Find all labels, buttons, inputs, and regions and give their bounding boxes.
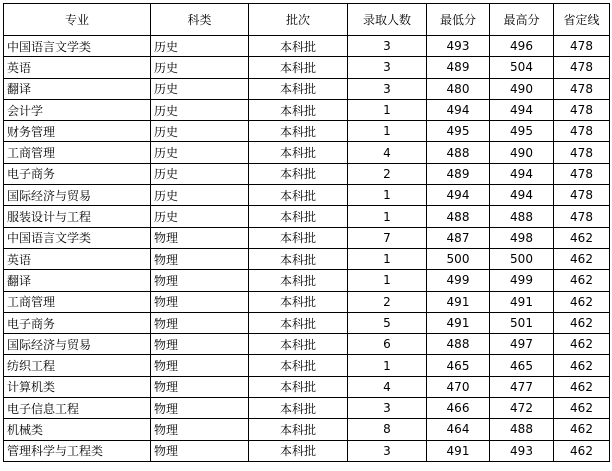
- cell-admitted-count: 1: [348, 270, 427, 291]
- cell-admitted-count: 1: [348, 185, 427, 206]
- cell-major: 工商管理: [4, 291, 151, 312]
- table-row: [4, 398, 610, 419]
- table-row: [4, 185, 610, 206]
- cell-major: 电子商务: [4, 312, 151, 333]
- header-provincial-line: 省定线: [554, 4, 610, 36]
- cell-subject: 历史: [151, 99, 249, 120]
- cell-min-score: 499: [427, 270, 490, 291]
- cell-provincial-line: 478: [554, 57, 610, 78]
- cell-min-score: 500: [427, 248, 490, 269]
- cell-min-score: 489: [427, 57, 490, 78]
- cell-max-score: 465: [490, 355, 554, 376]
- cell-max-score: 494: [490, 163, 554, 184]
- cell-provincial-line: 462: [554, 312, 610, 333]
- cell-batch: 本科批: [249, 227, 348, 248]
- cell-batch: 本科批: [249, 185, 348, 206]
- cell-admitted-count: 2: [348, 291, 427, 312]
- cell-subject: 物理: [151, 312, 249, 333]
- cell-provincial-line: 478: [554, 36, 610, 57]
- cell-min-score: 465: [427, 355, 490, 376]
- cell-major: 管理科学与工程类: [4, 440, 151, 461]
- cell-max-score: 491: [490, 291, 554, 312]
- cell-min-score: 464: [427, 419, 490, 440]
- cell-max-score: 504: [490, 57, 554, 78]
- cell-major: 英语: [4, 248, 151, 269]
- admissions-table: [3, 3, 610, 462]
- cell-major: 财务管理: [4, 121, 151, 142]
- table-header: [4, 4, 610, 36]
- cell-batch: 本科批: [249, 206, 348, 227]
- table-row: [4, 78, 610, 99]
- cell-max-score: 498: [490, 227, 554, 248]
- cell-major: 电子信息工程: [4, 398, 151, 419]
- cell-major: 电子商务: [4, 163, 151, 184]
- cell-provincial-line: 462: [554, 376, 610, 397]
- cell-min-score: 487: [427, 227, 490, 248]
- cell-subject: 物理: [151, 398, 249, 419]
- cell-major: 纺织工程: [4, 355, 151, 376]
- table-row: [4, 312, 610, 333]
- table-row: [4, 355, 610, 376]
- table-row: [4, 206, 610, 227]
- cell-max-score: 501: [490, 312, 554, 333]
- cell-batch: 本科批: [249, 99, 348, 120]
- cell-provincial-line: 478: [554, 78, 610, 99]
- cell-provincial-line: 462: [554, 355, 610, 376]
- header-admitted-count: 录取人数: [348, 4, 427, 36]
- cell-provincial-line: 462: [554, 334, 610, 355]
- cell-max-score: 494: [490, 99, 554, 120]
- cell-batch: 本科批: [249, 142, 348, 163]
- table-row: [4, 163, 610, 184]
- cell-admitted-count: 3: [348, 57, 427, 78]
- table-row: [4, 334, 610, 355]
- cell-subject: 物理: [151, 334, 249, 355]
- table-body: [4, 36, 610, 462]
- cell-subject: 历史: [151, 163, 249, 184]
- cell-admitted-count: 6: [348, 334, 427, 355]
- cell-provincial-line: 462: [554, 270, 610, 291]
- cell-provincial-line: 478: [554, 142, 610, 163]
- table-row: [4, 248, 610, 269]
- cell-max-score: 500: [490, 248, 554, 269]
- cell-max-score: 493: [490, 440, 554, 461]
- cell-batch: 本科批: [249, 376, 348, 397]
- cell-provincial-line: 462: [554, 248, 610, 269]
- cell-max-score: 472: [490, 398, 554, 419]
- table-row: [4, 142, 610, 163]
- cell-provincial-line: 462: [554, 291, 610, 312]
- cell-admitted-count: 3: [348, 440, 427, 461]
- table-row: [4, 291, 610, 312]
- table-row: [4, 121, 610, 142]
- cell-min-score: 488: [427, 206, 490, 227]
- cell-min-score: 489: [427, 163, 490, 184]
- cell-batch: 本科批: [249, 355, 348, 376]
- cell-major: 服装设计与工程: [4, 206, 151, 227]
- cell-admitted-count: 1: [348, 99, 427, 120]
- cell-provincial-line: 478: [554, 206, 610, 227]
- cell-major: 中国语言文学类: [4, 36, 151, 57]
- cell-max-score: 497: [490, 334, 554, 355]
- cell-max-score: 494: [490, 185, 554, 206]
- cell-provincial-line: 478: [554, 163, 610, 184]
- cell-major: 国际经济与贸易: [4, 334, 151, 355]
- cell-admitted-count: 3: [348, 78, 427, 99]
- cell-subject: 历史: [151, 78, 249, 99]
- cell-max-score: 495: [490, 121, 554, 142]
- cell-subject: 历史: [151, 142, 249, 163]
- cell-major: 会计学: [4, 99, 151, 120]
- cell-subject: 历史: [151, 206, 249, 227]
- cell-major: 工商管理: [4, 142, 151, 163]
- cell-batch: 本科批: [249, 121, 348, 142]
- table-row: [4, 376, 610, 397]
- header-batch: 批次: [249, 4, 348, 36]
- cell-admitted-count: 1: [348, 206, 427, 227]
- cell-major: 翻译: [4, 270, 151, 291]
- cell-subject: 物理: [151, 376, 249, 397]
- cell-max-score: 477: [490, 376, 554, 397]
- cell-batch: 本科批: [249, 398, 348, 419]
- cell-batch: 本科批: [249, 57, 348, 78]
- cell-admitted-count: 1: [348, 355, 427, 376]
- cell-min-score: 494: [427, 185, 490, 206]
- cell-provincial-line: 478: [554, 99, 610, 120]
- cell-min-score: 480: [427, 78, 490, 99]
- table-row: [4, 99, 610, 120]
- cell-subject: 物理: [151, 291, 249, 312]
- cell-subject: 物理: [151, 355, 249, 376]
- cell-admitted-count: 1: [348, 121, 427, 142]
- header-row: [4, 4, 610, 36]
- table-row: [4, 440, 610, 461]
- cell-max-score: 490: [490, 78, 554, 99]
- cell-provincial-line: 462: [554, 398, 610, 419]
- cell-min-score: 491: [427, 291, 490, 312]
- cell-batch: 本科批: [249, 248, 348, 269]
- cell-admitted-count: 5: [348, 312, 427, 333]
- cell-admitted-count: 4: [348, 142, 427, 163]
- cell-subject: 物理: [151, 248, 249, 269]
- cell-major: 中国语言文学类: [4, 227, 151, 248]
- cell-min-score: 491: [427, 440, 490, 461]
- header-max-score: 最高分: [490, 4, 554, 36]
- cell-admitted-count: 4: [348, 376, 427, 397]
- cell-batch: 本科批: [249, 334, 348, 355]
- cell-min-score: 470: [427, 376, 490, 397]
- cell-min-score: 494: [427, 99, 490, 120]
- cell-admitted-count: 8: [348, 419, 427, 440]
- cell-min-score: 495: [427, 121, 490, 142]
- cell-provincial-line: 462: [554, 419, 610, 440]
- table-row: [4, 419, 610, 440]
- cell-batch: 本科批: [249, 36, 348, 57]
- table-row: [4, 227, 610, 248]
- header-major: 专业: [4, 4, 151, 36]
- cell-subject: 历史: [151, 185, 249, 206]
- cell-admitted-count: 3: [348, 36, 427, 57]
- table-row: [4, 57, 610, 78]
- cell-batch: 本科批: [249, 312, 348, 333]
- cell-provincial-line: 462: [554, 227, 610, 248]
- cell-min-score: 493: [427, 36, 490, 57]
- cell-major: 计算机类: [4, 376, 151, 397]
- cell-subject: 物理: [151, 227, 249, 248]
- cell-subject: 物理: [151, 440, 249, 461]
- header-subject: 科类: [151, 4, 249, 36]
- cell-max-score: 488: [490, 206, 554, 227]
- cell-max-score: 488: [490, 419, 554, 440]
- cell-provincial-line: 478: [554, 185, 610, 206]
- cell-major: 机械类: [4, 419, 151, 440]
- cell-batch: 本科批: [249, 163, 348, 184]
- cell-subject: 物理: [151, 270, 249, 291]
- cell-min-score: 488: [427, 142, 490, 163]
- cell-batch: 本科批: [249, 440, 348, 461]
- cell-batch: 本科批: [249, 291, 348, 312]
- cell-provincial-line: 478: [554, 121, 610, 142]
- cell-max-score: 499: [490, 270, 554, 291]
- cell-subject: 历史: [151, 57, 249, 78]
- cell-admitted-count: 7: [348, 227, 427, 248]
- cell-max-score: 496: [490, 36, 554, 57]
- cell-batch: 本科批: [249, 78, 348, 99]
- cell-subject: 历史: [151, 36, 249, 57]
- cell-subject: 历史: [151, 121, 249, 142]
- cell-subject: 物理: [151, 419, 249, 440]
- cell-admitted-count: 3: [348, 398, 427, 419]
- cell-min-score: 488: [427, 334, 490, 355]
- cell-admitted-count: 1: [348, 248, 427, 269]
- cell-provincial-line: 462: [554, 440, 610, 461]
- header-min-score: 最低分: [427, 4, 490, 36]
- cell-major: 英语: [4, 57, 151, 78]
- cell-admitted-count: 2: [348, 163, 427, 184]
- table-row: [4, 36, 610, 57]
- cell-batch: 本科批: [249, 419, 348, 440]
- table-row: [4, 270, 610, 291]
- cell-min-score: 466: [427, 398, 490, 419]
- cell-min-score: 491: [427, 312, 490, 333]
- cell-major: 翻译: [4, 78, 151, 99]
- cell-max-score: 490: [490, 142, 554, 163]
- cell-batch: 本科批: [249, 270, 348, 291]
- cell-major: 国际经济与贸易: [4, 185, 151, 206]
